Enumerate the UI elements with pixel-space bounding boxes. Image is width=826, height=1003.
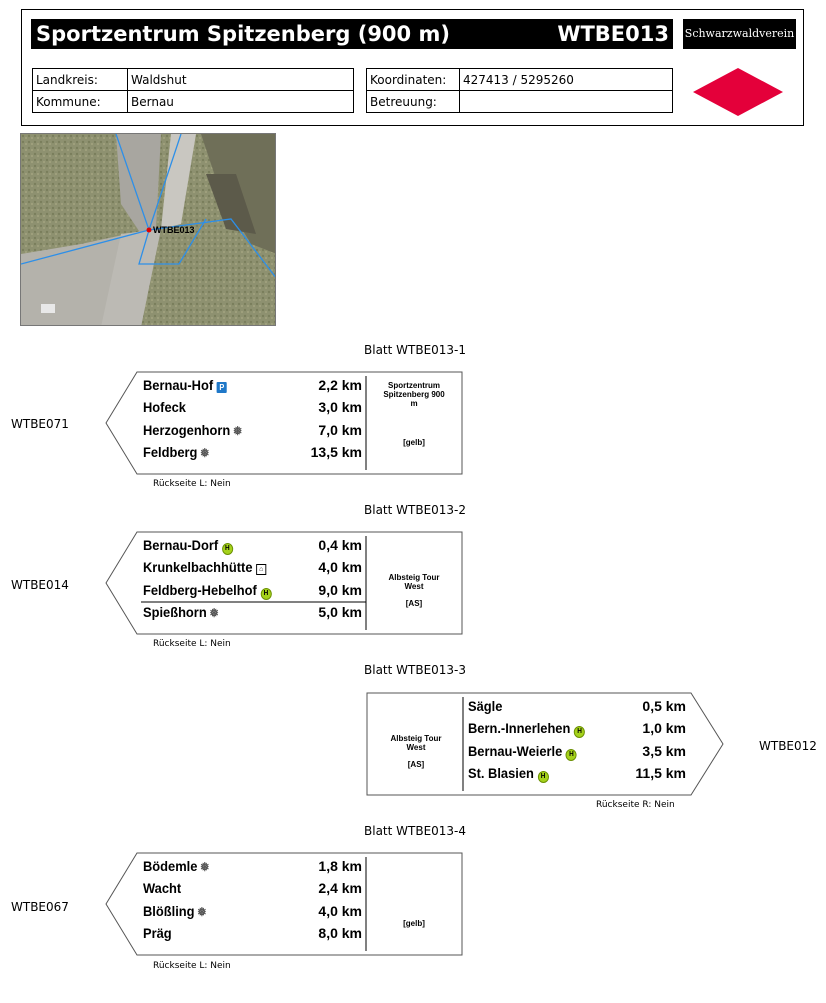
parking-icon: P <box>217 382 227 393</box>
info-label: Betreuung: <box>367 91 460 113</box>
destination-distance: 2,4 km <box>318 880 362 897</box>
viewpoint-icon: ❅ <box>200 445 210 460</box>
info-label: Koordinaten: <box>367 69 460 91</box>
destination-name: St. Blasien <box>468 764 534 781</box>
info-row <box>33 69 354 91</box>
sign-info-box <box>370 692 462 796</box>
bus-stop-icon: H <box>566 749 577 761</box>
destination-row <box>143 374 227 396</box>
destination-row <box>143 877 181 899</box>
destination-row <box>468 740 577 762</box>
sign-info-title: Sportzentrum Spitzenberg 900 m <box>383 381 445 408</box>
info-row <box>33 91 354 113</box>
info-value: 427413 / 5295260 <box>460 69 673 91</box>
destination-distance: 1,0 km <box>642 720 686 737</box>
info-label: Landkreis: <box>33 69 128 91</box>
bus-stop-icon: H <box>574 726 585 738</box>
hut-icon: ⌂ <box>256 564 266 575</box>
sign-sheet-label: Blatt WTBE013-4 <box>364 824 467 838</box>
info-label: Kommune: <box>33 91 128 113</box>
destination-distance: 5,0 km <box>318 603 362 620</box>
destination-name: Bernau-Weierle <box>468 742 563 759</box>
destination-row <box>143 396 186 418</box>
title-bar <box>31 19 673 49</box>
destination-distance: 0,4 km <box>318 537 362 553</box>
destination-name: Herzogenhorn <box>143 421 231 438</box>
direction-sign-right[interactable] <box>366 692 724 796</box>
sign-info-box <box>368 531 460 635</box>
sign-sheet-label: Blatt WTBE013-2 <box>364 503 467 517</box>
viewpoint-icon: ❅ <box>200 860 210 874</box>
sign-target-id: WTBE071 <box>11 417 69 431</box>
info-value <box>460 91 673 113</box>
destination-row <box>468 717 585 739</box>
destination-row <box>143 855 209 877</box>
destination-name: Bödemle <box>143 858 198 874</box>
destination-distance: 13,5 km <box>310 443 362 460</box>
destination-distance: 2,2 km <box>318 377 362 393</box>
sign-info-color: [AS] <box>407 760 425 769</box>
destination-name: Präg <box>143 924 172 941</box>
sign-target-id: WTBE067 <box>11 900 69 914</box>
destination-distance: 9,0 km <box>318 581 362 598</box>
destination-name: Bernau-Dorf <box>143 537 219 553</box>
sign-info-color: [gelb] <box>403 919 425 928</box>
destination-distance: 4,0 km <box>318 559 362 576</box>
destination-row <box>143 534 233 556</box>
info-table-right <box>366 68 673 113</box>
sign-info-color: [gelb] <box>403 438 425 447</box>
destination-distance: 0,5 km <box>642 698 686 714</box>
viewpoint-icon: ❅ <box>209 605 219 620</box>
bus-stop-icon: H <box>538 771 549 783</box>
destination-row <box>468 762 549 784</box>
sign-backside-note: Rückseite L: Nein <box>153 639 231 649</box>
destination-distance: 11,5 km <box>635 764 686 781</box>
destination-name: Bernau-Hof <box>143 377 214 393</box>
info-value: Bernau <box>128 91 354 113</box>
sign-info-title: Albsteig Tour West <box>388 573 440 591</box>
destination-distance: 3,0 km <box>318 399 362 416</box>
destination-row <box>468 695 502 717</box>
info-row <box>367 91 673 113</box>
sign-target-id: WTBE014 <box>11 578 69 592</box>
viewpoint-icon: ❅ <box>233 423 243 438</box>
direction-sign-left[interactable] <box>105 531 463 635</box>
destination-distance: 3,5 km <box>642 742 686 759</box>
sign-info-box <box>368 371 460 475</box>
bus-stop-icon: H <box>222 543 233 555</box>
destination-row <box>143 441 209 463</box>
sign-sheet-label: Blatt WTBE013-3 <box>364 663 467 677</box>
sign-info-box <box>368 852 460 956</box>
destination-row <box>143 556 266 578</box>
destination-row <box>143 900 207 922</box>
brand-diamond-icon <box>693 68 783 116</box>
direction-sign-left[interactable] <box>105 852 463 956</box>
bus-stop-icon: H <box>260 588 271 600</box>
destination-name: Blößling <box>143 902 195 919</box>
destination-distance: 1,8 km <box>318 858 362 874</box>
direction-sign-left[interactable] <box>105 371 463 475</box>
destination-name: Krunkelbachhütte <box>143 559 253 576</box>
sign-info-color: [AS] <box>405 599 423 608</box>
map-point-label: WTBE013 <box>153 225 195 235</box>
destination-distance: 7,0 km <box>318 421 362 438</box>
sign-info-title: Albsteig Tour West <box>390 734 442 752</box>
destination-name: Bern.-Innerlehen <box>468 720 571 737</box>
aerial-map[interactable] <box>20 133 276 326</box>
viewpoint-icon: ❅ <box>197 904 207 919</box>
destination-name: Sägle <box>468 698 503 714</box>
sign-backside-note: Rückseite L: Nein <box>153 479 231 489</box>
destination-row <box>143 601 219 623</box>
destination-distance: 8,0 km <box>318 924 362 941</box>
destination-row <box>143 579 271 601</box>
destination-name: Feldberg-Hebelhof <box>143 581 257 598</box>
sign-sheet-label: Blatt WTBE013-1 <box>364 343 467 357</box>
sign-backside-note: Rückseite R: Nein <box>596 800 675 810</box>
destination-row <box>143 922 172 944</box>
sign-target-id: WTBE012 <box>759 739 817 753</box>
sign-backside-note: Rückseite L: Nein <box>153 961 231 971</box>
page-title: Sportzentrum Spitzenberg (900 m) <box>36 22 450 46</box>
destination-name: Wacht <box>143 880 182 897</box>
info-value: Waldshut <box>128 69 354 91</box>
destination-name: Spießhorn <box>143 603 207 620</box>
location-code: WTBE013 <box>557 22 669 46</box>
brand-logo: Schwarzwaldverein <box>683 19 796 49</box>
info-row <box>367 69 673 91</box>
destination-row <box>143 419 242 441</box>
destination-distance: 4,0 km <box>318 902 362 919</box>
destination-name: Hofeck <box>143 399 186 416</box>
destination-name: Feldberg <box>143 443 198 460</box>
info-table-left <box>32 68 354 113</box>
